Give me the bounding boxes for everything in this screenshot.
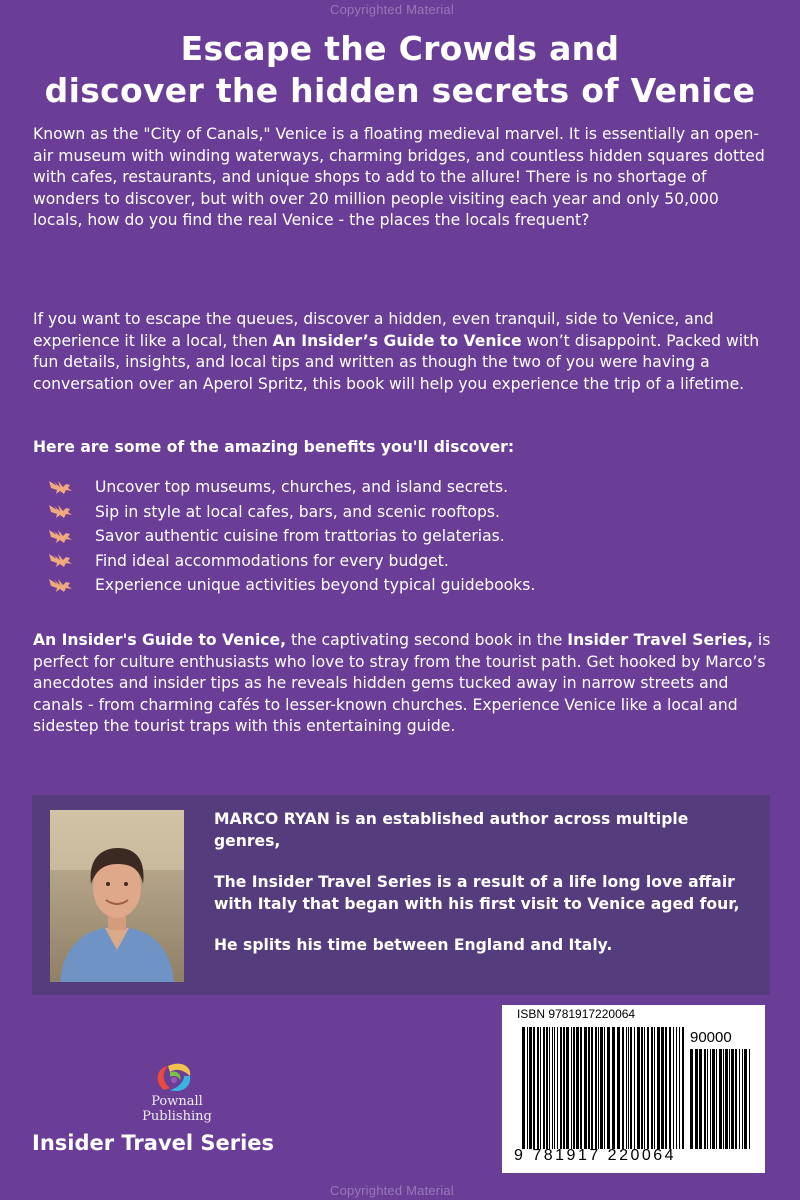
- escape-paragraph: [33, 309, 773, 395]
- isbn-barcode: [502, 1005, 765, 1173]
- series-label: Insider Travel Series: [32, 1131, 275, 1155]
- barcode-bar: [704, 1049, 706, 1149]
- barcode-bar: [716, 1049, 717, 1149]
- barcode-bar: [626, 1027, 627, 1149]
- barcode-bar: [557, 1027, 558, 1149]
- barcode-bar: [707, 1049, 708, 1149]
- barcode-bar: [584, 1027, 587, 1149]
- barcode-bar: [699, 1049, 702, 1149]
- barcode-bar: [571, 1027, 572, 1149]
- back-cover-headline: [0, 28, 800, 112]
- author-bio-2-post: is a result of a life long love affair with Italy that began with his first visit to Venice aged four,: [214, 873, 740, 913]
- barcode-bar: [723, 1049, 724, 1149]
- barcode-bar: [607, 1027, 610, 1149]
- benefit-text: Experience unique activities beyond typical guidebooks.: [95, 576, 536, 595]
- barcode-bar: [661, 1027, 664, 1149]
- barcode-bar: [679, 1027, 680, 1149]
- benefit-text: Savor authentic cuisine from trattorias to gelaterias.: [95, 527, 505, 546]
- benefit-item: [48, 524, 768, 549]
- barcode-bar: [676, 1027, 677, 1149]
- benefit-text: Uncover top museums, churches, and island secrets.: [95, 478, 509, 497]
- barcode-bar: [731, 1049, 734, 1149]
- barcode-bar: [598, 1027, 599, 1149]
- barcode-bar: [540, 1027, 541, 1149]
- barcode-bar: [580, 1027, 582, 1149]
- barcode-bar: [637, 1027, 640, 1149]
- barcode-bar: [665, 1027, 667, 1149]
- barcode-bar: [644, 1027, 645, 1149]
- barcode-bar: [712, 1049, 715, 1149]
- author-panel: [32, 795, 770, 995]
- winged-lion-icon: [48, 479, 74, 496]
- barcode-bar: [563, 1027, 565, 1149]
- barcode-bar: [719, 1049, 722, 1149]
- barcode-bar: [739, 1049, 740, 1149]
- barcode-bar: [729, 1049, 730, 1149]
- author-bio-2-pre: The: [214, 873, 252, 892]
- author-bio-line-1: [214, 809, 754, 852]
- winged-lion-icon: [48, 577, 74, 594]
- escape-text-before: If you want to escape the queues, discover a hidden, even tranquil, side to Venice, and experience it like a local, then: [33, 310, 714, 350]
- barcode-bar: [552, 1027, 553, 1149]
- barcode-bar: [695, 1049, 698, 1149]
- barcode-bar: [657, 1027, 660, 1149]
- book-title-bold: An Insider's Guide to Venice,: [33, 631, 287, 649]
- escape-text-after: won’t disappoint. Packed with fun details, insights, and local tips and written as though the two of you were having a conversation over an Aperol Spritz, this book will help you experience the trip of a lifetime.: [33, 331, 760, 393]
- barcode-bar: [600, 1027, 603, 1149]
- author-name: MARCO RYAN: [214, 810, 330, 828]
- benefit-text: Sip in style at local cafes, bars, and scenic rooftops.: [95, 502, 501, 521]
- barcode-bar: [735, 1049, 737, 1149]
- winged-lion-icon: [48, 552, 74, 569]
- barcode-bar: [673, 1027, 674, 1149]
- barcode-bar: [533, 1027, 535, 1149]
- barcode-bar: [641, 1027, 643, 1149]
- benefit-item: [48, 475, 768, 500]
- barcode-bar: [546, 1027, 548, 1149]
- barcode-bar: [543, 1027, 545, 1149]
- watermark-top: Copyrighted Material: [330, 2, 454, 17]
- barcode-bar: [654, 1027, 655, 1149]
- pownall-publishing-logo: [150, 1060, 202, 1096]
- publisher-line-1: Pownall: [151, 1094, 203, 1109]
- barcode-bar: [622, 1027, 624, 1149]
- author-bio-line-3: He splits his time between England and Italy.: [214, 936, 613, 955]
- barcode-bar: [725, 1049, 728, 1149]
- barcode-bar: [588, 1027, 590, 1149]
- publisher-name: [137, 1094, 217, 1124]
- benefit-text: Find ideal accommodations for every budget.: [95, 551, 449, 570]
- book-title-bold: An Insider’s Guide to Venice: [272, 331, 522, 350]
- barcode-bar: [591, 1027, 593, 1149]
- barcode-bar: [566, 1027, 569, 1149]
- benefits-heading: Here are some of the amazing benefits you'll discover:: [33, 438, 515, 456]
- barcode-bar: [529, 1027, 532, 1149]
- series-text-mid: the captivating second book in the: [286, 631, 568, 649]
- intro-paragraph: Known as the "City of Canals," Venice is a floating medieval marvel. It is essentially an open-air museum with winding waterways, charming bridges, and countless hidden squares dotted with cafes, restaurants, and unique shops to add to the allure! There is no shortage of wonders to discover, but with over 20 million people visiting each year and only 50,000 locals, how do you find the real Venice - the places the locals frequent?: [33, 125, 765, 230]
- barcode-bar: [647, 1027, 649, 1149]
- barcode-bar: [669, 1027, 671, 1149]
- barcode-bar: [549, 1027, 550, 1149]
- author-portrait-image: [50, 810, 184, 982]
- headline-line-2: discover the hidden secrets of Venice: [44, 71, 756, 110]
- barcode-bar: [744, 1049, 747, 1149]
- barcode-bar: [576, 1027, 579, 1149]
- barcode-bar: [554, 1027, 555, 1149]
- barcode-bar: [690, 1049, 693, 1149]
- barcode-bar: [573, 1027, 575, 1149]
- barcode-bar: [634, 1027, 635, 1149]
- isbn-label: ISBN 9781917220064: [517, 1007, 636, 1021]
- winged-lion-icon: [48, 503, 74, 520]
- winged-lion-icon: [48, 528, 74, 545]
- barcode-bar: [617, 1027, 620, 1149]
- publisher-line-2: Publishing: [142, 1109, 212, 1124]
- author-photo: [50, 810, 184, 982]
- barcode-bars: [522, 1027, 687, 1149]
- barcode-bar: [560, 1027, 562, 1149]
- author-bio-1: is an established author across multiple genres,: [214, 810, 689, 850]
- barcode-bar: [749, 1049, 750, 1149]
- barcode-bar: [604, 1027, 605, 1149]
- barcode-bar: [710, 1049, 711, 1149]
- barcode-bar: [527, 1027, 528, 1149]
- author-bio-2-series: Insider Travel Series: [251, 873, 432, 892]
- series-name-bold: Insider Travel Series,: [567, 631, 753, 649]
- barcode-bar: [742, 1049, 743, 1149]
- headline-line-1: Escape the Crowds and: [180, 29, 620, 68]
- series-text-rest: is perfect for culture enthusiasts who love to stray from the tourist path. Get hooked by Marco’s anecdotes and insider tips as he reveals hidden gems tucked away in narrow streets and canals - from charming cafés to lesser-known churches. Experience Venice like a local and sidestep the tourist traps with this entertaining guide.: [33, 631, 771, 736]
- benefit-item: [48, 573, 768, 598]
- benefits-list: [48, 475, 768, 598]
- barcode-bar: [522, 1027, 525, 1149]
- barcode-bar: [682, 1027, 684, 1149]
- benefit-item: [48, 549, 768, 574]
- barcode-bar: [537, 1027, 539, 1149]
- author-bio-line-2: [214, 872, 754, 915]
- benefit-item: [48, 500, 768, 525]
- barcode-bar: [612, 1027, 615, 1149]
- isbn-digits: 9 781917 220064: [514, 1147, 677, 1164]
- barcode-bar: [630, 1027, 632, 1149]
- price-code: 90000: [690, 1029, 732, 1046]
- watermark-bottom: Copyrighted Material: [330, 1183, 454, 1198]
- barcode-bar: [651, 1027, 653, 1149]
- series-paragraph: [33, 630, 773, 738]
- barcode-bar: [595, 1027, 597, 1149]
- barcode-bar: [628, 1027, 629, 1149]
- author-bio: [214, 809, 754, 977]
- price-barcode-bars: [690, 1049, 752, 1149]
